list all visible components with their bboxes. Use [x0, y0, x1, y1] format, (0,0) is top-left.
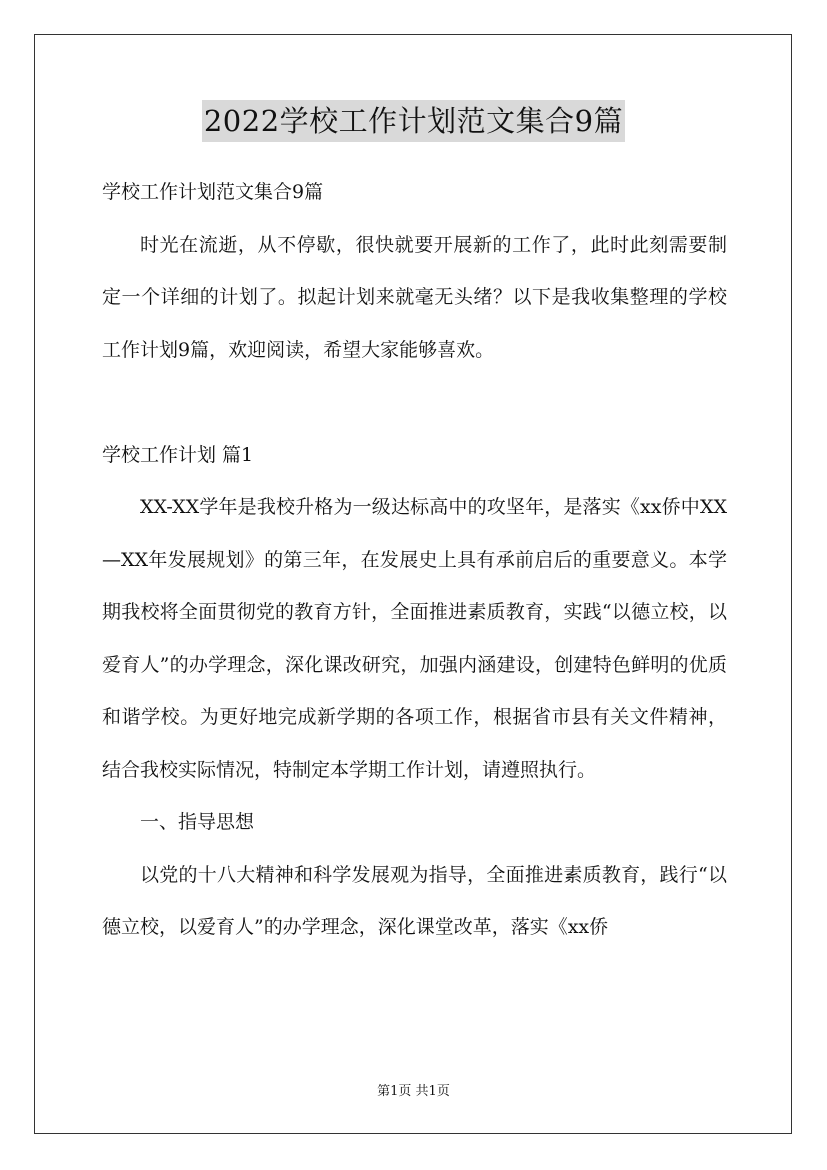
section-paragraph: XX-XX学年是我校升格为一级达标高中的攻坚年，是落实《xx侨中XX—XX年发展规划》的第三年，在发展史上具有承前启后的重要意义。本学期我校将全面贯彻党的教育方针，全面推进素质教育，实践“以德立校，以爱育人”的办学理念，深化课改研究，加强内涵建设，创建特色鲜明的优质和谐学校。为更好地完成新学期的各项工作，根据省市县有关文件精神，结合我校实际情况，特制定本学期工作计划，请遵照执行。	[102, 496, 727, 781]
guiding-paragraph: 以党的十八大精神和科学发展观为指导，全面推进素质教育，践行“以德立校，以爱育人”的办学理念，深化课堂改革，落实《xx侨	[102, 863, 727, 938]
intro-paragraph: 时光在流逝，从不停歇，很快就要开展新的工作了，此时此刻需要制定一个详细的计划了。拟起计划来就毫无头绪？以下是我收集整理的学校工作计划9篇，欢迎阅读，希望大家能够喜欢。	[102, 233, 727, 361]
document-subtitle: 学校工作计划范文集合9篇	[102, 181, 324, 203]
page-number-label: 第1页 共1页	[377, 1084, 450, 1099]
title-wrap	[0, 100, 827, 142]
section-heading: 学校工作计划 篇1	[102, 443, 254, 466]
document-body	[102, 166, 727, 954]
blank-line	[102, 376, 727, 429]
page-footer	[0, 1082, 827, 1102]
sub-heading: 一、指导思想	[140, 811, 255, 833]
document-title: 2022学校工作计划范文集合9篇	[202, 100, 625, 142]
